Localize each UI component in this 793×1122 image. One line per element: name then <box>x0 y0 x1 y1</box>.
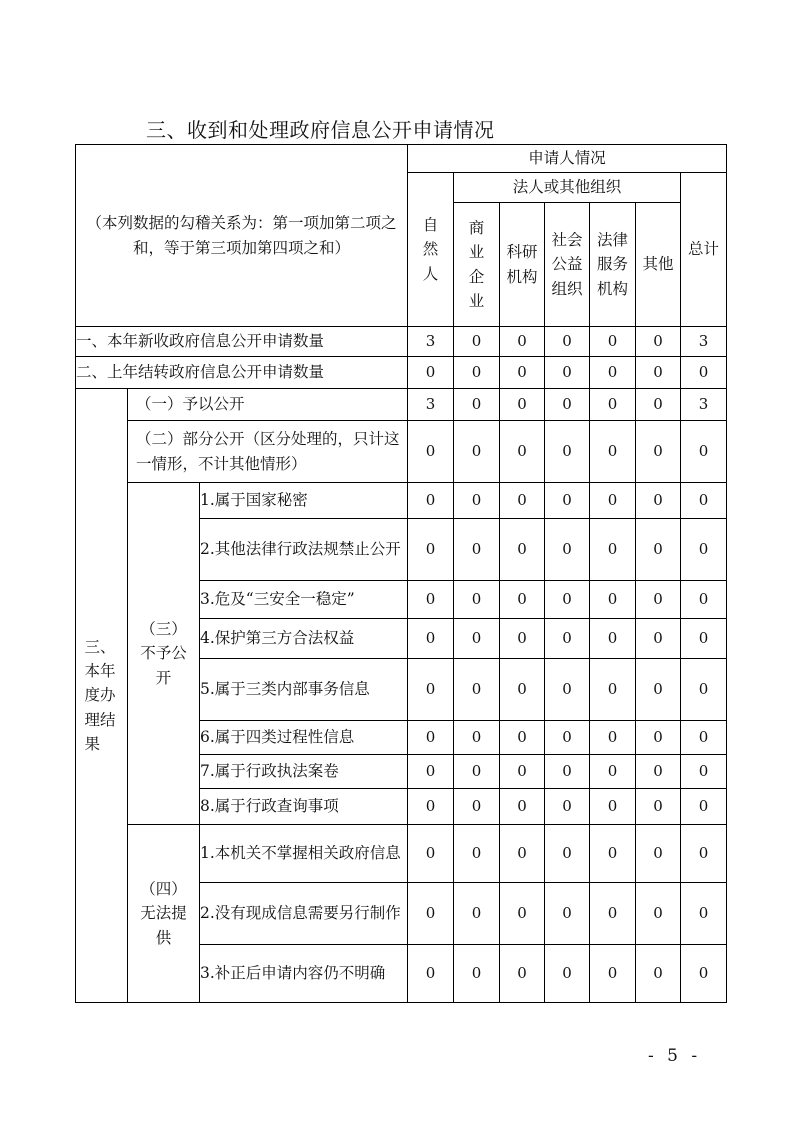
col-natural-person-label: 自然人 <box>422 216 439 283</box>
cell-value: 0 <box>636 789 681 825</box>
not-disclosed-label: （三）不予公开 <box>140 620 187 687</box>
cell-value: 0 <box>545 825 590 883</box>
col-research-label: 科研机构 <box>506 243 538 286</box>
cell-value: 0 <box>500 825 545 883</box>
row-label: （二）部分公开（区分处理的，只计这一情形，不计其他情形） <box>128 421 408 483</box>
cell-value: 0 <box>681 619 727 659</box>
row-label: 1.属于国家秘密 <box>200 483 408 519</box>
col-research <box>500 203 545 327</box>
col-other-label: 其他 <box>642 255 674 274</box>
header-legal-persons: 法人或其他组织 <box>454 173 681 203</box>
cell-value: 0 <box>636 389 681 421</box>
cell-value: 0 <box>681 755 727 789</box>
cell-value: 0 <box>681 789 727 825</box>
cell-value: 0 <box>636 825 681 883</box>
col-total-label: 总计 <box>688 240 720 259</box>
cell-value: 0 <box>590 825 636 883</box>
cell-value: 0 <box>500 619 545 659</box>
cell-value: 0 <box>545 421 590 483</box>
cell-value: 0 <box>500 581 545 619</box>
col-legal-service <box>590 203 636 327</box>
cell-value: 0 <box>500 519 545 581</box>
cell-value: 0 <box>590 659 636 721</box>
row-label: 8.属于行政查询事项 <box>200 789 408 825</box>
cell-value: 0 <box>636 721 681 755</box>
cell-value: 3 <box>681 327 727 357</box>
row-label: 3.补正后申请内容仍不明确 <box>200 945 408 1003</box>
cell-value: 0 <box>545 619 590 659</box>
cell-value: 0 <box>454 483 500 519</box>
cell-value: 0 <box>590 619 636 659</box>
col-other <box>636 203 681 327</box>
row-label: 4.保护第三方合法权益 <box>200 619 408 659</box>
cell-value: 0 <box>636 883 681 945</box>
cell-value: 0 <box>636 357 681 389</box>
row-label: 7.属于行政执法案卷 <box>200 755 408 789</box>
cell-value: 0 <box>636 581 681 619</box>
cell-value: 0 <box>545 755 590 789</box>
cell-value: 0 <box>681 483 727 519</box>
cell-value: 0 <box>454 421 500 483</box>
cell-value: 0 <box>454 327 500 357</box>
cell-value: 0 <box>454 357 500 389</box>
cell-value: 0 <box>500 945 545 1003</box>
cell-value: 0 <box>500 483 545 519</box>
cell-value: 0 <box>636 483 681 519</box>
section-title: 三、收到和处理政府信息公开申请情况 <box>146 118 495 142</box>
col-natural-person <box>408 173 454 327</box>
cell-value: 0 <box>500 421 545 483</box>
cell-value: 0 <box>408 519 454 581</box>
cell-value: 0 <box>408 619 454 659</box>
header-note: （本列数据的勾稽关系为：第一项加第二项之和，等于第三项加第四项之和） <box>86 214 397 257</box>
cell-value: 0 <box>590 483 636 519</box>
cell-value: 0 <box>590 721 636 755</box>
row-label: 6.属于四类过程性信息 <box>200 721 408 755</box>
cell-value: 0 <box>636 755 681 789</box>
row-label: 1.本机关不掌握相关政府信息 <box>200 825 408 883</box>
cell-value: 0 <box>590 755 636 789</box>
cell-value: 0 <box>681 659 727 721</box>
cell-value: 0 <box>590 945 636 1003</box>
table-row <box>76 483 727 519</box>
cell-value: 0 <box>545 945 590 1003</box>
cell-value: 0 <box>408 883 454 945</box>
col-legal-service-label: 法律服务机构 <box>596 231 628 298</box>
cell-value: 0 <box>408 789 454 825</box>
cell-value: 0 <box>590 883 636 945</box>
cell-value: 0 <box>500 883 545 945</box>
cell-value: 0 <box>590 789 636 825</box>
table-row <box>76 421 727 483</box>
cell-value: 0 <box>408 755 454 789</box>
cell-value: 0 <box>500 327 545 357</box>
cell-value: 3 <box>408 327 454 357</box>
cell-value: 0 <box>408 581 454 619</box>
cell-value: 0 <box>408 357 454 389</box>
cell-value: 0 <box>408 721 454 755</box>
results-label: 三、本年度办理结果 <box>84 638 116 753</box>
cell-value: 0 <box>636 519 681 581</box>
cell-value: 0 <box>545 883 590 945</box>
table-row <box>76 825 727 883</box>
cell-value: 0 <box>545 389 590 421</box>
row-label: 2.其他法律行政法规禁止公开 <box>200 519 408 581</box>
row-label: 5.属于三类内部事务信息 <box>200 659 408 721</box>
cell-value: 0 <box>590 327 636 357</box>
cell-value: 0 <box>545 721 590 755</box>
table-row <box>76 327 727 357</box>
cell-value: 0 <box>408 421 454 483</box>
cell-value: 0 <box>454 789 500 825</box>
cell-value: 0 <box>545 357 590 389</box>
cell-value: 0 <box>454 659 500 721</box>
cell-value: 0 <box>681 883 727 945</box>
cell-value: 0 <box>500 357 545 389</box>
disclosure-requests-table <box>75 144 727 1003</box>
cannot-provide-label-cell <box>128 825 200 1003</box>
cell-value: 0 <box>636 659 681 721</box>
cell-value: 0 <box>545 659 590 721</box>
cell-value: 0 <box>500 721 545 755</box>
cell-value: 0 <box>408 945 454 1003</box>
not-disclosed-label-cell <box>128 483 200 825</box>
row-label: 一、本年新收政府信息公开申请数量 <box>76 327 408 357</box>
cell-value: 0 <box>545 789 590 825</box>
col-commercial <box>454 203 500 327</box>
col-public-welfare <box>545 203 590 327</box>
cell-value: 0 <box>681 825 727 883</box>
cell-value: 0 <box>681 721 727 755</box>
cell-value: 0 <box>681 519 727 581</box>
cell-value: 3 <box>681 389 727 421</box>
cell-value: 0 <box>500 389 545 421</box>
header-note-cell <box>76 145 408 327</box>
row-label: （一）予以公开 <box>128 389 408 421</box>
cell-value: 0 <box>545 581 590 619</box>
cell-value: 0 <box>590 421 636 483</box>
cell-value: 0 <box>454 619 500 659</box>
cell-value: 0 <box>408 483 454 519</box>
cannot-provide-label: （四）无法提供 <box>140 880 187 947</box>
table-row <box>76 357 727 389</box>
cell-value: 0 <box>545 483 590 519</box>
cell-value: 0 <box>681 945 727 1003</box>
cell-value: 0 <box>590 357 636 389</box>
cell-value: 0 <box>545 327 590 357</box>
cell-value: 0 <box>408 825 454 883</box>
cell-value: 0 <box>408 659 454 721</box>
cell-value: 0 <box>454 945 500 1003</box>
cell-value: 3 <box>408 389 454 421</box>
cell-value: 0 <box>454 519 500 581</box>
cell-value: 0 <box>681 357 727 389</box>
row-label: 2.没有现成信息需要另行制作 <box>200 883 408 945</box>
table-row <box>76 389 727 421</box>
cell-value: 0 <box>454 721 500 755</box>
row-label: 3.危及“三安全一稳定” <box>200 581 408 619</box>
row-label: 二、上年结转政府信息公开申请数量 <box>76 357 408 389</box>
cell-value: 0 <box>500 755 545 789</box>
cell-value: 0 <box>636 619 681 659</box>
cell-value: 0 <box>636 945 681 1003</box>
cell-value: 0 <box>454 883 500 945</box>
cell-value: 0 <box>636 327 681 357</box>
cell-value: 0 <box>500 789 545 825</box>
cell-value: 0 <box>500 659 545 721</box>
col-commercial-label: 商业企业 <box>468 219 485 310</box>
cell-value: 0 <box>454 389 500 421</box>
cell-value: 0 <box>681 581 727 619</box>
cell-value: 0 <box>454 755 500 789</box>
cell-value: 0 <box>590 519 636 581</box>
cell-value: 0 <box>454 581 500 619</box>
page-number: - 5 - <box>648 1046 702 1066</box>
cell-value: 0 <box>636 421 681 483</box>
header-applicant-status: 申请人情况 <box>408 145 727 173</box>
col-total <box>681 173 727 327</box>
cell-value: 0 <box>590 389 636 421</box>
results-label-cell <box>76 389 128 1003</box>
cell-value: 0 <box>590 581 636 619</box>
col-public-welfare-label: 社会公益组织 <box>551 231 583 298</box>
cell-value: 0 <box>454 825 500 883</box>
cell-value: 0 <box>545 519 590 581</box>
cell-value: 0 <box>681 421 727 483</box>
